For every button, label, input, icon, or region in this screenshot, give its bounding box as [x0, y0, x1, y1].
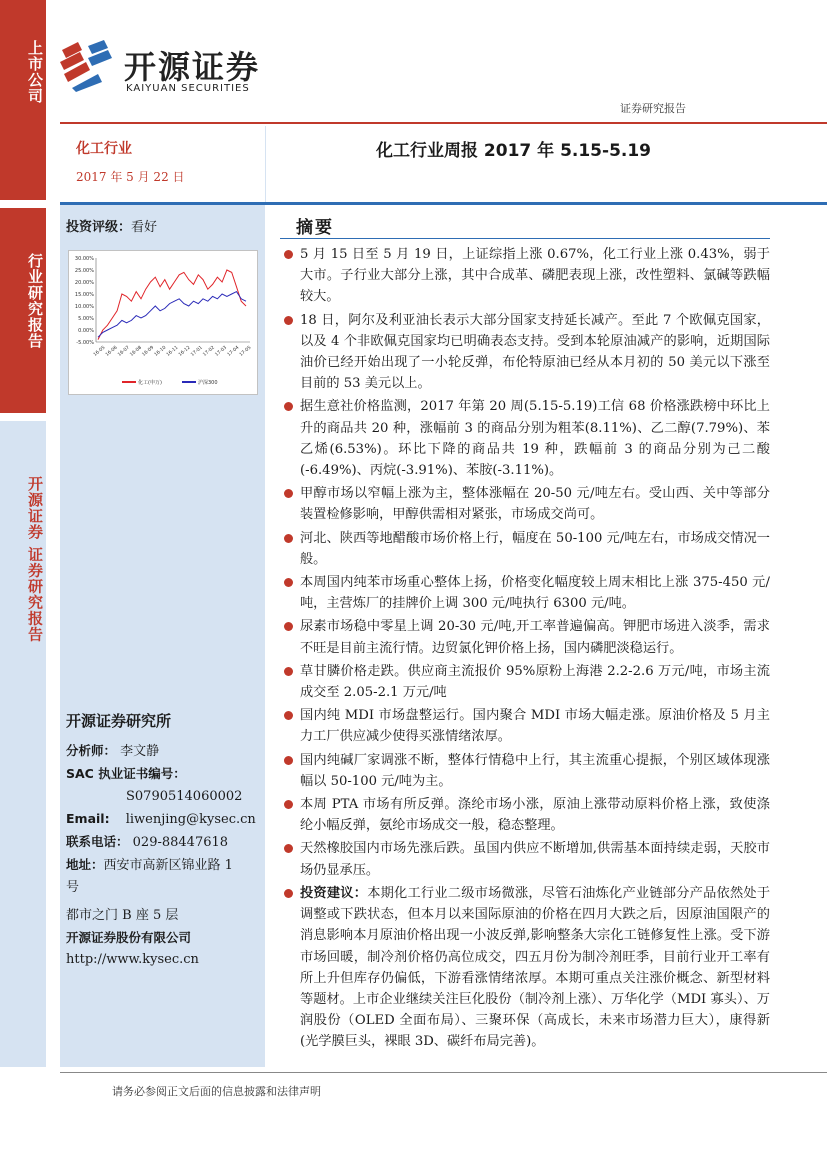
y-tick-label: 25.00% [74, 268, 94, 274]
analyst-row [66, 740, 261, 763]
sac-number: S0790514060002 [126, 789, 243, 804]
abstract-bullet [284, 572, 770, 614]
x-tick-label: 16-07 [117, 345, 131, 358]
x-tick-label: 17-02 [202, 345, 216, 358]
legend-label: 化工(申万) [138, 380, 162, 386]
side-tab-bottom-label: 开源证券 证券研究报告 [26, 476, 44, 643]
address-label: 地址： [66, 857, 104, 872]
institute-block [66, 710, 261, 971]
side-tab-bottom [0, 421, 46, 1067]
abstract-bullet [284, 794, 770, 836]
x-tick-label: 17-04 [226, 345, 241, 358]
bullet-dot-icon [284, 889, 293, 898]
abstract-bullet [284, 310, 770, 395]
bullet-dot-icon [284, 489, 293, 498]
bullet-dot-icon [284, 756, 293, 765]
abstract-bullets [284, 244, 770, 1055]
bullet-text: 天然橡胶国内市场先涨后跌。虽国内供应不断增加,供需基本面持续走弱，天胶市场仍显承压。 [300, 841, 770, 878]
bullet-text: 5 月 15 日至 5 月 19 日，上证综指上涨 0.67%，化工行业上涨 0.43%，弱于大市。子行业大部分上涨，其中合成革、磷肥表现上涨，改性塑料、氯碱等跌幅较大。 [300, 247, 770, 305]
header-rule [60, 122, 827, 124]
company-name: 开源证券股份有限公司 [66, 930, 192, 945]
bullet-dot-icon [284, 667, 293, 676]
y-tick-label: 0.00% [78, 328, 94, 334]
analyst-name: 李文静 [120, 744, 160, 759]
bullet-text: 甲醇市场以窄幅上涨为主，整体涨幅在 20-50 元/吨左右。受山西、关中等部分装置检修影响，甲醇供需相对紧张，市场成交尚可。 [300, 486, 770, 523]
side-tab-top [0, 0, 46, 200]
bullet-text: 18 日，阿尔及利亚油长表示大部分国家支持延长减产。至此 7 个欧佩克国家，以及 4 个非欧佩克国家均已明确表态支持。受到本轮原油减产的影响，近期国际油价已经开始出现了一小轮反弹，布伦特原油已经从本月初的 50 美元以下涨至目前的 53 美元以上。 [300, 312, 770, 392]
abstract-bullet [284, 244, 770, 308]
bullet-dot-icon [284, 250, 293, 259]
x-tick-label: 16-09 [141, 345, 156, 358]
bullet-text: 国内纯 MDI 市场盘整运行。国内聚合 MDI 市场大幅走涨。原油价格及 5 月主力工厂供应减少使得买涨情绪浓厚。 [300, 708, 770, 745]
bullet-text: 本周国内纯苯市场重心整体上扬，价格变化幅度较上周末相比上涨 375-450 元/吨，主营炼厂的挂牌价上调 300 元/吨执行 6300 元/吨。 [300, 575, 770, 612]
bullet-text: 草甘膦价格走跌。供应商主流报价 95%原粉上海港 2.2-2.6 万元/吨，市场主流成交至 2.05-2.1 万元/吨 [300, 663, 770, 701]
address-line2: 号 [66, 880, 80, 895]
rating-label: 投资评级： [66, 220, 132, 235]
abstract-bullet [284, 705, 770, 747]
phone-row [66, 831, 261, 854]
address-line3: 都市之门 B 座 5 层 [66, 908, 179, 923]
bullet-dot-icon [284, 711, 293, 720]
report-kind: 证券研究报告 [620, 102, 686, 115]
footer-rule [60, 1072, 827, 1073]
y-tick-label: 30.00% [74, 256, 94, 262]
abstract-bullet [284, 483, 770, 525]
x-tick-label: 16-05 [92, 345, 107, 358]
bullet-dot-icon [284, 402, 293, 411]
bullet-dot-icon [284, 578, 293, 587]
bullet-text: 本期化工行业二级市场微涨，尽管石油炼化产业链部分产品依然处于调整或下跌状态，但本月以来国际原油的价格在四月大跌之后，因原油国限产的消息影响本月原油价格出现一小波反弹,影响整条大宗化工链修复性上涨。受下游市场回暖，制冷剂价格仍高位成交，四五月份为制冷剂旺季，目前行业开工率有所上升但库存仍偏低，下游看涨情绪浓厚。本期可重点关注涨价概念、新型材料等题材。上市企业继续关注巨化股份（制冷剂上涨）、万华化学（MDI 寡头）、万润股份（OLED 全面布局）、三聚环保（高成长，未来市场潜力巨大），康得新(光学膜巨头，裸眼 3D、碳纤布局完善)。 [300, 885, 771, 1050]
phone-value: 029-88447618 [132, 835, 229, 850]
x-tick-label: 16-10 [153, 345, 168, 358]
email-label: Email: [66, 811, 110, 826]
bullet-dot-icon [284, 316, 293, 325]
x-tick-label: 17-03 [214, 345, 229, 358]
y-tick-label: 15.00% [74, 292, 94, 298]
side-tab-top-label: 上市公司 [26, 40, 44, 104]
sac-label: SAC 执业证书编号： [66, 766, 186, 781]
institute-name: 开源证券研究所 [66, 712, 172, 730]
y-tick-label: -5.00% [76, 340, 94, 346]
brand-logo-icon [58, 40, 120, 92]
email-value[interactable]: liwenjing@kysec.cn [125, 812, 256, 827]
y-tick-label: 10.00% [74, 304, 94, 310]
abstract-bullet [284, 396, 770, 481]
rating-value: 看好 [131, 220, 158, 235]
abstract-bullet [284, 838, 770, 880]
abstract-bullet [284, 750, 770, 792]
footer-disclaimer: 请务必参阅正文后面的信息披露和法律声明 [112, 1085, 321, 1098]
abstract-bullet [284, 528, 770, 570]
x-tick-label: 16-06 [105, 345, 119, 358]
bullet-dot-icon [284, 844, 293, 853]
side-tab-middle-label: 行业研究报告 [26, 253, 44, 349]
bullet-text: 本周 PTA 市场有所反弹。涤纶市场小涨，原油上涨带动原料价格上涨，致使涤纶小幅反弹，氨纶市场成交一般，稳态整理。 [300, 797, 770, 834]
address-row [66, 854, 261, 877]
bullet-text: 据生意社价格监测，2017 年第 20 周(5.15-5.19)工信 68 价格涨跌榜中环比上升的商品共 20 种，涨幅前 3 的商品分别为粗苯(8.11%)、乙二醇(7.79%)、苯乙烯(6.53%)。环比下降的商品共 19 种，跌幅前 3 的商品分别为己二酸(-6.49%)、丙烷(-3.91%)、苯胺(-3.11%)。 [300, 399, 770, 479]
report-date: 2017 年 5 月 22 日 [76, 170, 185, 184]
bullet-dot-icon [284, 534, 293, 543]
abstract-heading: 摘要 [296, 218, 334, 238]
abstract-heading-rule [280, 238, 770, 239]
abstract-bullet [284, 661, 770, 703]
address-line1: 西安市高新区锦业路 1 [103, 858, 233, 873]
chart-frame [69, 251, 258, 395]
bullet-text: 河北、陕西等地醋酸市场价格上行，幅度在 50-100 元/吨左右，市场成交情况一般。 [300, 530, 770, 567]
x-tick-label: 16-11 [165, 345, 180, 358]
x-tick-label: 17-05 [238, 345, 253, 358]
phone-label: 联系电话： [66, 834, 129, 849]
y-tick-label: 20.00% [74, 280, 94, 286]
analyst-label: 分析师： [66, 743, 117, 758]
header-divider [265, 126, 266, 204]
website-link[interactable]: http://www.kysec.cn [66, 952, 199, 967]
legend-label: 沪深300 [198, 380, 218, 386]
bullet-text: 尿素市场稳中零星上调 20-30 元/吨,开工率普遍偏高。钾肥市场进入淡季，需求不旺是目前主流行情。边贸氯化钾价格上扬，国内磷肥淡稳运行。 [300, 619, 770, 656]
x-tick-label: 17-01 [190, 345, 204, 358]
side-tab-middle [0, 208, 46, 413]
x-tick-label: 16-08 [129, 345, 143, 358]
brand-english: KAIYUAN SECURITIES [126, 83, 250, 94]
bullet-dot-icon [284, 622, 293, 631]
brand-name: 开源证券 [124, 48, 261, 86]
abstract-bullet [284, 883, 770, 1053]
y-tick-label: 5.00% [78, 316, 94, 322]
bullet-bold-label: 投资建议： [300, 885, 368, 901]
bullet-text: 国内纯碱厂家调涨不断，整体行情稳中上行，其主流重心提振，个别区域体现涨幅以 50-100 元/吨为主。 [300, 752, 770, 789]
x-tick-label: 16-12 [178, 345, 192, 358]
email-row [66, 808, 261, 831]
bullet-dot-icon [284, 800, 293, 809]
rating [66, 216, 157, 235]
sac-row [66, 763, 261, 786]
performance-chart [68, 250, 258, 395]
industry-label: 化工行业 [76, 141, 132, 157]
report-title: 化工行业周报 2017 年 5.15-5.19 [376, 141, 652, 161]
abstract-bullet [284, 616, 770, 658]
